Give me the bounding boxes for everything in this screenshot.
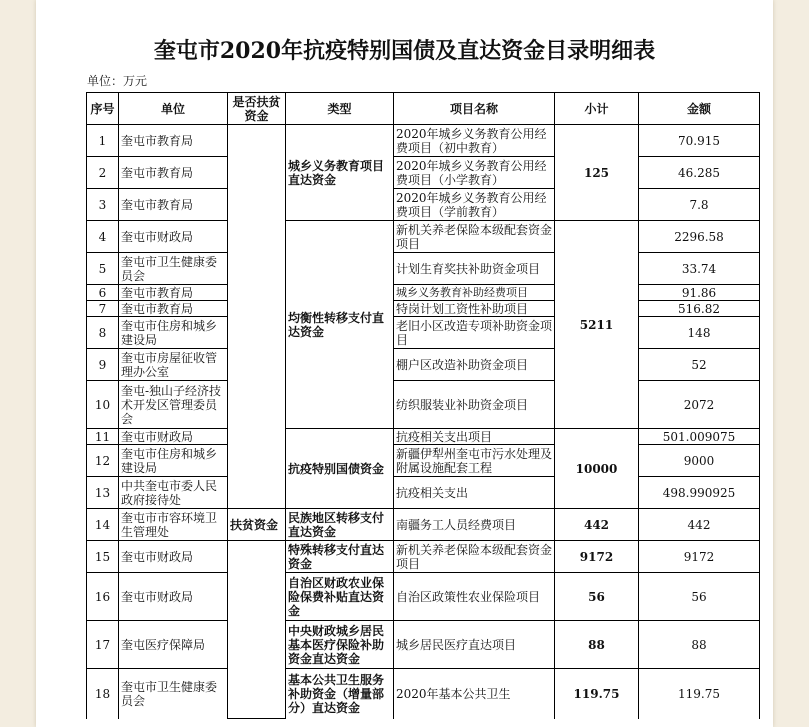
cell-type: 特殊转移支付直达资金 bbox=[286, 541, 394, 573]
cell-type: 基本公共卫生服务补助资金（增量部分）直达资金 bbox=[286, 669, 394, 719]
cell-subtotal: 442 bbox=[555, 509, 639, 541]
cell-unit: 奎屯市卫生健康委员会 bbox=[119, 669, 228, 719]
cell-seq: 1 bbox=[87, 125, 119, 157]
cell-amount: 119.75 bbox=[639, 669, 760, 719]
cell-poverty-empty bbox=[228, 125, 286, 509]
cell-unit: 中共奎屯市委人民政府接待处 bbox=[119, 477, 228, 509]
header-subtotal: 小计 bbox=[555, 93, 639, 125]
cell-seq: 18 bbox=[87, 669, 119, 719]
unit-label: 单位：万元 bbox=[87, 74, 148, 88]
cell-poverty-empty bbox=[228, 541, 286, 719]
header-unit: 单位 bbox=[119, 93, 228, 125]
header-amount: 金额 bbox=[639, 93, 760, 125]
cell-amount: 2296.58 bbox=[639, 221, 760, 253]
cell-amount: 91.86 bbox=[639, 285, 760, 301]
cell-amount: 88 bbox=[639, 621, 760, 669]
cell-project: 新机关养老保险本级配套资金项目 bbox=[394, 541, 555, 573]
cell-amount: 2072 bbox=[639, 381, 760, 429]
cell-amount: 70.915 bbox=[639, 125, 760, 157]
table-row bbox=[87, 221, 760, 253]
cell-seq: 4 bbox=[87, 221, 119, 253]
header-project: 项目名称 bbox=[394, 93, 555, 125]
cell-seq: 3 bbox=[87, 189, 119, 221]
cell-seq: 7 bbox=[87, 301, 119, 317]
table-row bbox=[87, 669, 760, 719]
cell-project: 自治区政策性农业保险项目 bbox=[394, 573, 555, 621]
cell-subtotal: 88 bbox=[555, 621, 639, 669]
table-row bbox=[87, 381, 760, 429]
cell-seq: 13 bbox=[87, 477, 119, 509]
cell-subtotal: 9172 bbox=[555, 541, 639, 573]
cell-project: 老旧小区改造专项补助资金项目 bbox=[394, 317, 555, 349]
cell-amount: 7.8 bbox=[639, 189, 760, 221]
table-row bbox=[87, 317, 760, 349]
document-page bbox=[36, 0, 773, 727]
cell-type: 自治区财政农业保险保费补贴直达资金 bbox=[286, 573, 394, 621]
table-row bbox=[87, 157, 760, 189]
cell-unit: 奎屯市市容环境卫生管理处 bbox=[119, 509, 228, 541]
cell-seq: 14 bbox=[87, 509, 119, 541]
cell-amount: 501.009075 bbox=[639, 429, 760, 445]
cell-project: 城乡义务教育补助经费项目 bbox=[394, 285, 555, 301]
cell-unit: 奎屯医疗保障局 bbox=[119, 621, 228, 669]
cell-project: 计划生育奖扶补助资金项目 bbox=[394, 253, 555, 285]
cell-unit: 奎屯市教育局 bbox=[119, 301, 228, 317]
cell-type-group: 城乡义务教育项目直达资金 bbox=[286, 125, 394, 221]
cell-unit: 奎屯市卫生健康委员会 bbox=[119, 253, 228, 285]
cell-amount: 442 bbox=[639, 509, 760, 541]
table-row bbox=[87, 429, 760, 445]
table-row bbox=[87, 349, 760, 381]
cell-unit: 奎屯市财政局 bbox=[119, 541, 228, 573]
cell-project: 抗疫相关支出 bbox=[394, 477, 555, 509]
cell-unit: 奎屯市财政局 bbox=[119, 429, 228, 445]
cell-project: 南疆务工人员经费项目 bbox=[394, 509, 555, 541]
header-seq: 序号 bbox=[87, 93, 119, 125]
cell-unit: 奎屯市教育局 bbox=[119, 125, 228, 157]
table-row bbox=[87, 285, 760, 301]
cell-amount: 56 bbox=[639, 573, 760, 621]
cell-unit: 奎屯市教育局 bbox=[119, 157, 228, 189]
cell-unit: 奎屯市住房和城乡建设局 bbox=[119, 317, 228, 349]
cell-unit: 奎屯市房屋征收管理办公室 bbox=[119, 349, 228, 381]
cell-project: 2020年基本公共卫生 bbox=[394, 669, 555, 719]
cell-subtotal: 56 bbox=[555, 573, 639, 621]
header-type: 类型 bbox=[286, 93, 394, 125]
cell-seq: 8 bbox=[87, 317, 119, 349]
cell-seq: 12 bbox=[87, 445, 119, 477]
page-title: 奎屯市2020年抗疫特别国债及直达资金目录明细表 bbox=[153, 38, 656, 64]
table-row bbox=[87, 541, 760, 573]
table-row bbox=[87, 445, 760, 477]
cell-unit: 奎屯市住房和城乡建设局 bbox=[119, 445, 228, 477]
cell-seq: 2 bbox=[87, 157, 119, 189]
table-row bbox=[87, 573, 760, 621]
cell-project: 2020年城乡义务教育公用经费项目（小学教育） bbox=[394, 157, 555, 189]
cell-project: 抗疫相关支出项目 bbox=[394, 429, 555, 445]
cell-unit: 奎屯市教育局 bbox=[119, 189, 228, 221]
table-row bbox=[87, 125, 760, 157]
cell-project: 2020年城乡义务教育公用经费项目（学前教育） bbox=[394, 189, 555, 221]
fund-table bbox=[86, 92, 760, 719]
cell-type: 中央财政城乡居民基本医疗保险补助资金直达资金 bbox=[286, 621, 394, 669]
cell-poverty: 扶贫资金 bbox=[228, 509, 286, 541]
cell-seq: 5 bbox=[87, 253, 119, 285]
cell-subtotal-group: 5211 bbox=[555, 221, 639, 429]
cell-amount: 52 bbox=[639, 349, 760, 381]
cell-seq: 16 bbox=[87, 573, 119, 621]
cell-amount: 498.990925 bbox=[639, 477, 760, 509]
cell-amount: 516.82 bbox=[639, 301, 760, 317]
cell-unit: 奎屯市财政局 bbox=[119, 221, 228, 253]
cell-type-group: 均衡性转移支付直达资金 bbox=[286, 221, 394, 429]
cell-project: 纺织服装业补助资金项目 bbox=[394, 381, 555, 429]
cell-subtotal: 119.75 bbox=[555, 669, 639, 719]
table-row bbox=[87, 301, 760, 317]
table-row bbox=[87, 509, 760, 541]
cell-subtotal-group: 10000 bbox=[555, 429, 639, 509]
table-row bbox=[87, 621, 760, 669]
table-row bbox=[87, 477, 760, 509]
cell-project: 新疆伊犁州奎屯市污水处理及附属设施配套工程 bbox=[394, 445, 555, 477]
cell-amount: 33.74 bbox=[639, 253, 760, 285]
header-poverty: 是否扶贫资金 bbox=[228, 93, 286, 125]
cell-unit: 奎屯市财政局 bbox=[119, 573, 228, 621]
cell-project: 城乡居民医疗直达项目 bbox=[394, 621, 555, 669]
cell-type-group: 抗疫特别国债资金 bbox=[286, 429, 394, 509]
cell-amount: 148 bbox=[639, 317, 760, 349]
cell-project: 特岗计划工资性补助项目 bbox=[394, 301, 555, 317]
cell-seq: 15 bbox=[87, 541, 119, 573]
table-row bbox=[87, 189, 760, 221]
cell-project: 棚户区改造补助资金项目 bbox=[394, 349, 555, 381]
cell-type: 民族地区转移支付直达资金 bbox=[286, 509, 394, 541]
cell-subtotal-group: 125 bbox=[555, 125, 639, 221]
cell-seq: 11 bbox=[87, 429, 119, 445]
cell-project: 2020年城乡义务教育公用经费项目（初中教育） bbox=[394, 125, 555, 157]
cell-seq: 9 bbox=[87, 349, 119, 381]
cell-unit: 奎屯市教育局 bbox=[119, 285, 228, 301]
cell-amount: 9000 bbox=[639, 445, 760, 477]
cell-seq: 10 bbox=[87, 381, 119, 429]
cell-project: 新机关养老保险本级配套资金项目 bbox=[394, 221, 555, 253]
cell-amount: 46.285 bbox=[639, 157, 760, 189]
cell-unit: 奎屯-独山子经济技术开发区管理委员会 bbox=[119, 381, 228, 429]
cell-seq: 17 bbox=[87, 621, 119, 669]
table-row bbox=[87, 253, 760, 285]
cell-amount: 9172 bbox=[639, 541, 760, 573]
header-row bbox=[87, 93, 760, 125]
cell-seq: 6 bbox=[87, 285, 119, 301]
